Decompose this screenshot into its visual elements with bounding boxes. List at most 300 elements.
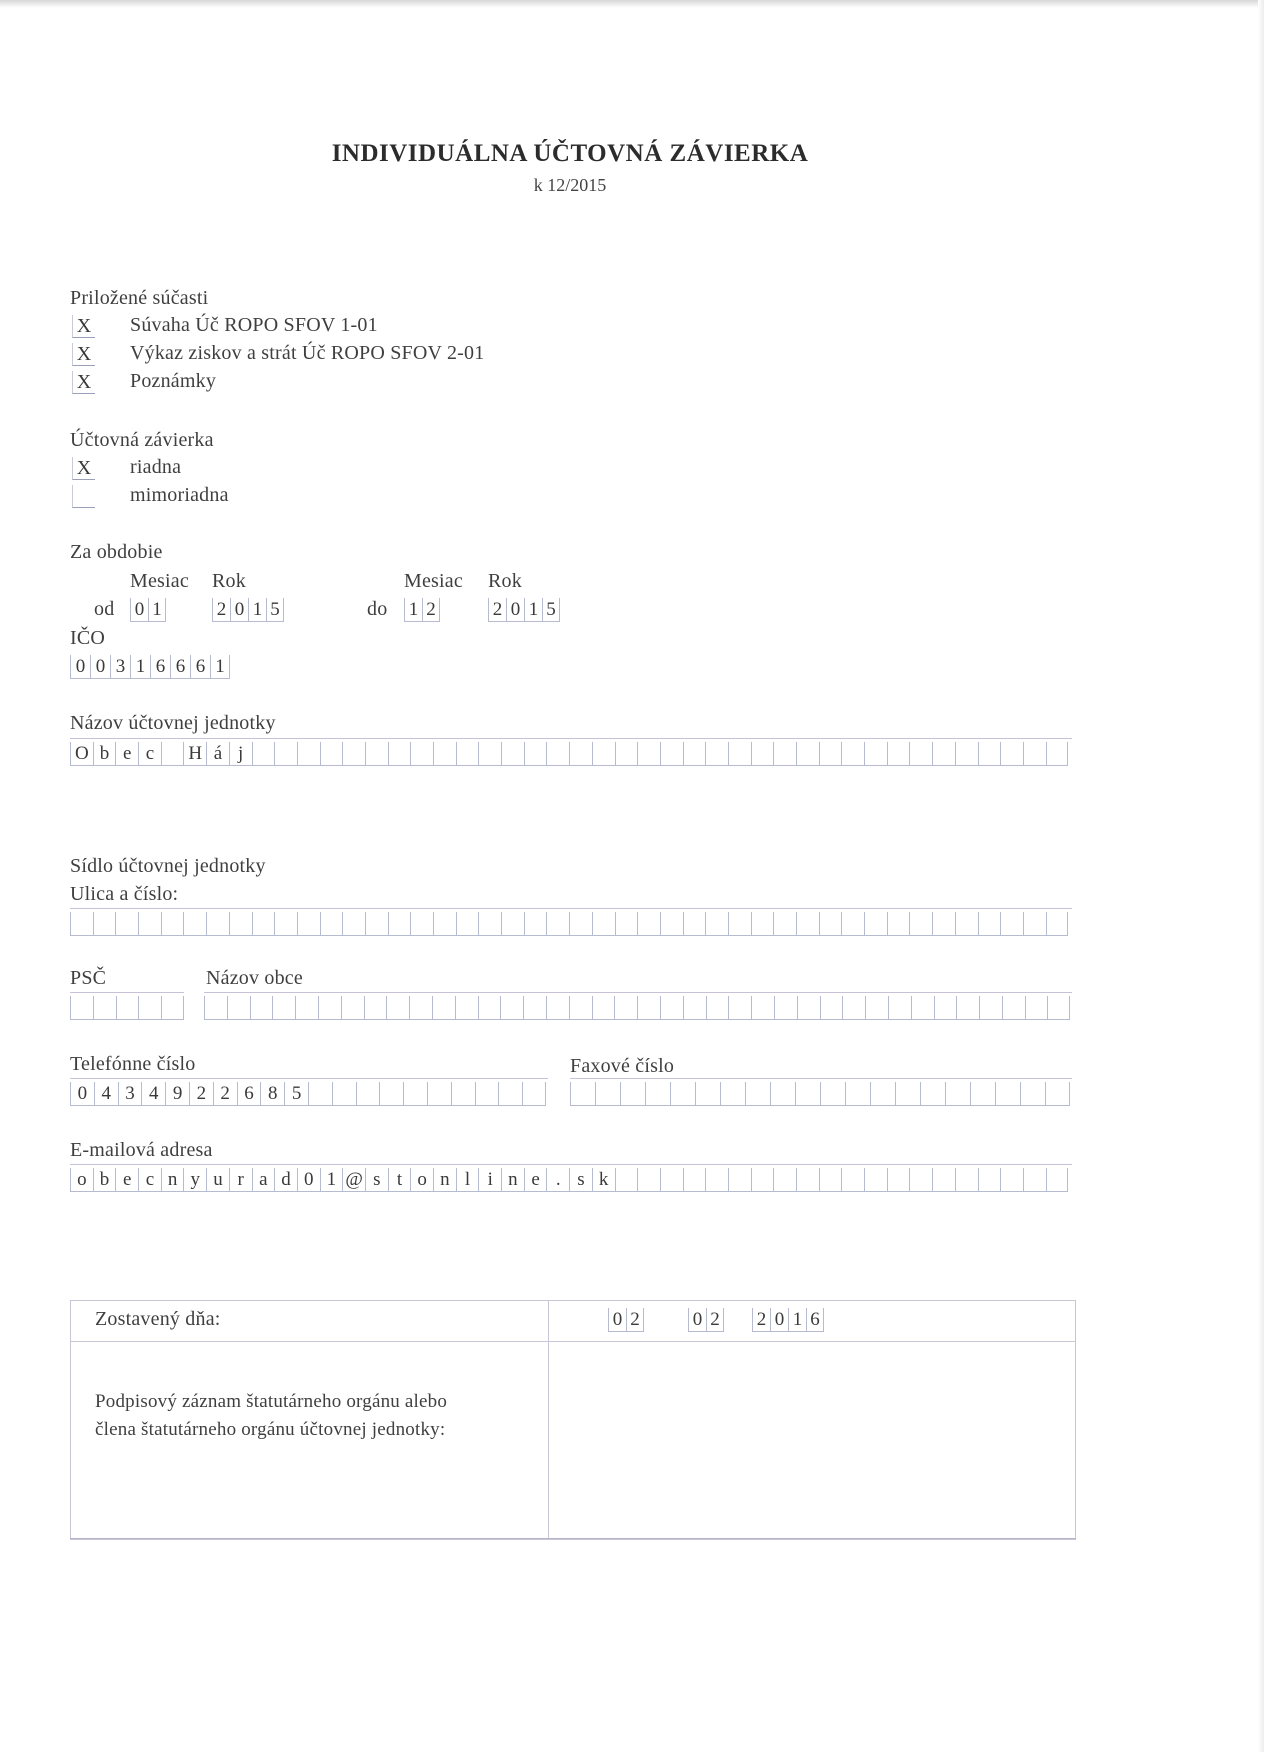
entity-name-field[interactable] bbox=[70, 742, 1068, 766]
char-cell bbox=[229, 912, 252, 936]
char-cell: b bbox=[93, 1168, 116, 1192]
digit-cell bbox=[332, 1082, 356, 1106]
char-cell bbox=[274, 912, 297, 936]
char-cell bbox=[887, 742, 910, 766]
char-cell bbox=[1046, 742, 1069, 766]
scan-right-edge bbox=[1258, 0, 1264, 1752]
char-cell bbox=[956, 996, 979, 1020]
char-cell bbox=[252, 912, 275, 936]
digit-cell: 0 bbox=[130, 598, 148, 622]
char-cell: c bbox=[138, 1168, 161, 1192]
char-cell bbox=[637, 742, 660, 766]
char-cell bbox=[93, 912, 116, 936]
char-cell: s bbox=[365, 1168, 388, 1192]
digit-cell: 2 bbox=[488, 598, 506, 622]
char-cell bbox=[250, 996, 273, 1020]
char-cell: r bbox=[229, 1168, 252, 1192]
digit-cell: 1 bbox=[148, 598, 166, 622]
char-cell bbox=[865, 996, 888, 1020]
char-cell bbox=[842, 996, 865, 1020]
digit-cell bbox=[845, 1082, 870, 1106]
to-year-label: Rok bbox=[488, 570, 522, 592]
compiled-day-field[interactable] bbox=[608, 1308, 644, 1332]
footer-bottom-line bbox=[70, 1538, 1076, 1539]
char-cell bbox=[161, 996, 184, 1020]
char-cell bbox=[1000, 912, 1023, 936]
char-cell bbox=[569, 742, 592, 766]
char-cell bbox=[728, 912, 751, 936]
char-cell bbox=[500, 996, 523, 1020]
char-cell bbox=[751, 742, 774, 766]
char-cell bbox=[797, 996, 820, 1020]
to-label: do bbox=[367, 598, 388, 620]
char-cell bbox=[295, 996, 318, 1020]
digit-cell: 8 bbox=[260, 1082, 284, 1106]
char-cell bbox=[388, 912, 411, 936]
char-cell: j bbox=[229, 742, 252, 766]
digit-cell bbox=[570, 1082, 595, 1106]
attachments-heading: Priložené súčasti bbox=[70, 287, 209, 309]
digit-cell bbox=[498, 1082, 522, 1106]
char-cell bbox=[660, 742, 683, 766]
char-cell bbox=[796, 742, 819, 766]
char-cell bbox=[524, 742, 547, 766]
char-cell bbox=[365, 742, 388, 766]
city-field[interactable] bbox=[204, 996, 1070, 1020]
digit-cell: 3 bbox=[118, 1082, 142, 1106]
char-cell: H bbox=[183, 742, 206, 766]
digit-cell: 2 bbox=[706, 1308, 724, 1332]
char-cell: O bbox=[70, 742, 93, 766]
char-cell bbox=[410, 742, 433, 766]
char-cell bbox=[252, 742, 275, 766]
digit-cell: 0 bbox=[230, 598, 248, 622]
char-cell bbox=[751, 1168, 774, 1192]
char-cell: y bbox=[183, 1168, 206, 1192]
char-cell bbox=[683, 912, 706, 936]
fax-label: Faxové číslo bbox=[570, 1055, 675, 1077]
checkbox[interactable]: X bbox=[72, 371, 95, 394]
char-cell bbox=[115, 912, 138, 936]
digit-cell bbox=[945, 1082, 970, 1106]
char-cell bbox=[546, 996, 569, 1020]
digit-cell: 2 bbox=[189, 1082, 213, 1106]
char-cell bbox=[820, 996, 843, 1020]
checkbox[interactable]: X bbox=[72, 315, 95, 338]
char-cell: k bbox=[592, 1168, 615, 1192]
email-label: E-mailová adresa bbox=[70, 1139, 213, 1161]
digit-cell bbox=[695, 1082, 720, 1106]
char-cell bbox=[819, 742, 842, 766]
digit-cell: 1 bbox=[210, 655, 230, 679]
digit-cell bbox=[379, 1082, 403, 1106]
char-cell bbox=[683, 1168, 706, 1192]
char-cell bbox=[410, 912, 433, 936]
email-field[interactable] bbox=[70, 1168, 1068, 1192]
signature-area[interactable] bbox=[552, 1345, 1072, 1535]
char-cell bbox=[819, 1168, 842, 1192]
digit-cell: 4 bbox=[141, 1082, 165, 1106]
char-cell bbox=[728, 996, 751, 1020]
char-cell bbox=[93, 996, 116, 1020]
char-cell bbox=[773, 1168, 796, 1192]
char-cell bbox=[116, 996, 139, 1020]
char-cell bbox=[751, 912, 774, 936]
checkbox-label: Súvaha Úč ROPO SFOV 1-01 bbox=[130, 314, 378, 336]
char-cell: . bbox=[546, 1168, 569, 1192]
char-cell bbox=[932, 912, 955, 936]
to-month-label: Mesiac bbox=[404, 570, 463, 592]
digit-cell bbox=[427, 1082, 451, 1106]
char-cell: b bbox=[93, 742, 116, 766]
digit-cell bbox=[645, 1082, 670, 1106]
char-cell bbox=[932, 742, 955, 766]
char-cell bbox=[272, 996, 295, 1020]
char-cell bbox=[1002, 996, 1025, 1020]
digit-cell: 6 bbox=[150, 655, 170, 679]
char-cell bbox=[978, 912, 1001, 936]
digit-cell bbox=[970, 1082, 995, 1106]
char-cell bbox=[955, 912, 978, 936]
checkbox-label: riadna bbox=[130, 456, 182, 478]
digit-cell: 1 bbox=[788, 1308, 806, 1332]
char-cell bbox=[1025, 996, 1048, 1020]
char-cell: á bbox=[206, 742, 229, 766]
digit-cell: 6 bbox=[170, 655, 190, 679]
digit-cell: 2 bbox=[752, 1308, 770, 1332]
digit-cell: 9 bbox=[165, 1082, 189, 1106]
street-label: Ulica a číslo: bbox=[70, 883, 179, 905]
digit-cell: 4 bbox=[94, 1082, 118, 1106]
signature-line-2: člena štatutárneho orgánu účtovnej jednotky: bbox=[95, 1419, 446, 1440]
char-cell bbox=[773, 742, 796, 766]
char-cell bbox=[320, 742, 343, 766]
char-cell: e bbox=[115, 1168, 138, 1192]
compiled-month-field[interactable] bbox=[688, 1308, 724, 1332]
char-cell bbox=[706, 996, 729, 1020]
digit-cell: 0 bbox=[688, 1308, 706, 1332]
char-cell bbox=[955, 742, 978, 766]
char-cell bbox=[614, 996, 637, 1020]
char-cell bbox=[796, 912, 819, 936]
char-cell bbox=[592, 742, 615, 766]
char-cell bbox=[206, 912, 229, 936]
char-cell bbox=[138, 996, 161, 1020]
char-cell: o bbox=[410, 1168, 433, 1192]
char-cell bbox=[615, 912, 638, 936]
page-title: INDIVIDUÁLNA ÚČTOVNÁ ZÁVIERKA bbox=[331, 140, 809, 167]
char-cell: t bbox=[388, 1168, 411, 1192]
char-cell bbox=[569, 912, 592, 936]
char-cell bbox=[1047, 996, 1070, 1020]
char-cell bbox=[1023, 1168, 1046, 1192]
char-cell bbox=[888, 996, 911, 1020]
to-year-field[interactable] bbox=[488, 598, 560, 622]
char-cell: o bbox=[70, 1168, 93, 1192]
checkbox-label: mimoriadna bbox=[130, 484, 229, 506]
digit-cell: 0 bbox=[90, 655, 110, 679]
char-cell bbox=[456, 742, 479, 766]
char-cell bbox=[297, 912, 320, 936]
digit-cell bbox=[475, 1082, 499, 1106]
char-cell bbox=[683, 742, 706, 766]
digit-cell bbox=[920, 1082, 945, 1106]
char-cell: a bbox=[252, 1168, 275, 1192]
fax-topline bbox=[570, 1078, 1072, 1079]
char-cell bbox=[478, 912, 501, 936]
char-cell: s bbox=[569, 1168, 592, 1192]
char-cell bbox=[637, 1168, 660, 1192]
digit-cell bbox=[745, 1082, 770, 1106]
digit-cell bbox=[620, 1082, 645, 1106]
char-cell bbox=[887, 1168, 910, 1192]
compiled-label: Zostavený dňa: bbox=[95, 1308, 221, 1330]
char-cell bbox=[318, 996, 341, 1020]
zip-field[interactable] bbox=[70, 996, 184, 1020]
char-cell bbox=[864, 742, 887, 766]
char-cell bbox=[204, 996, 227, 1020]
checkbox[interactable] bbox=[72, 485, 95, 508]
digit-cell bbox=[820, 1082, 845, 1106]
zip-label: PSČ bbox=[70, 967, 107, 989]
digit-cell bbox=[795, 1082, 820, 1106]
char-cell bbox=[433, 742, 456, 766]
period-heading: Za obdobie bbox=[70, 541, 163, 563]
from-label: od bbox=[94, 598, 115, 620]
checkbox-label: Poznámky bbox=[130, 370, 217, 392]
checkbox[interactable]: X bbox=[72, 343, 95, 366]
char-cell bbox=[1046, 1168, 1069, 1192]
char-cell: e bbox=[115, 742, 138, 766]
entity-name-label: Názov účtovnej jednotky bbox=[70, 712, 276, 734]
to-month-field[interactable] bbox=[404, 598, 440, 622]
char-cell bbox=[342, 742, 365, 766]
char-cell bbox=[320, 912, 343, 936]
digit-cell bbox=[895, 1082, 920, 1106]
digit-cell: 0 bbox=[608, 1308, 626, 1332]
char-cell bbox=[456, 912, 479, 936]
char-cell bbox=[864, 912, 887, 936]
digit-cell bbox=[670, 1082, 695, 1106]
char-cell bbox=[751, 996, 774, 1020]
char-cell bbox=[728, 742, 751, 766]
digit-cell: 6 bbox=[190, 655, 210, 679]
char-cell bbox=[569, 996, 592, 1020]
phone-topline bbox=[70, 1078, 548, 1079]
char-cell bbox=[161, 912, 184, 936]
char-cell bbox=[979, 996, 1002, 1020]
digit-cell bbox=[403, 1082, 427, 1106]
digit-cell bbox=[870, 1082, 895, 1106]
compiled-year-field[interactable] bbox=[752, 1308, 824, 1332]
char-cell bbox=[1000, 742, 1023, 766]
char-cell: d bbox=[274, 1168, 297, 1192]
street-topline bbox=[70, 908, 1072, 909]
char-cell bbox=[524, 912, 547, 936]
digit-cell: 0 bbox=[770, 1308, 788, 1332]
char-cell bbox=[161, 742, 184, 766]
char-cell bbox=[1023, 742, 1046, 766]
char-cell bbox=[1046, 912, 1069, 936]
char-cell bbox=[637, 996, 660, 1020]
char-cell bbox=[386, 996, 409, 1020]
char-cell: 0 bbox=[297, 1168, 320, 1192]
char-cell bbox=[819, 912, 842, 936]
char-cell bbox=[841, 742, 864, 766]
char-cell bbox=[728, 1168, 751, 1192]
char-cell bbox=[705, 742, 728, 766]
char-cell bbox=[592, 996, 615, 1020]
char-cell bbox=[909, 1168, 932, 1192]
digit-cell: 3 bbox=[110, 655, 130, 679]
char-cell bbox=[388, 742, 411, 766]
char-cell bbox=[683, 996, 706, 1020]
char-cell: n bbox=[161, 1168, 184, 1192]
from-month-label: Mesiac bbox=[130, 570, 189, 592]
char-cell bbox=[341, 996, 364, 1020]
digit-cell bbox=[522, 1082, 546, 1106]
char-cell: n bbox=[433, 1168, 456, 1192]
char-cell bbox=[183, 912, 206, 936]
digit-cell: 1 bbox=[130, 655, 150, 679]
char-cell: 1 bbox=[320, 1168, 343, 1192]
char-cell bbox=[409, 996, 432, 1020]
digit-cell: 0 bbox=[70, 655, 90, 679]
closing-type-heading: Účtovná závierka bbox=[70, 429, 214, 451]
char-cell bbox=[978, 742, 1001, 766]
char-cell bbox=[1023, 912, 1046, 936]
digit-cell: 2 bbox=[626, 1308, 644, 1332]
char-cell bbox=[592, 912, 615, 936]
city-topline bbox=[204, 992, 1072, 993]
char-cell: l bbox=[456, 1168, 479, 1192]
char-cell bbox=[978, 1168, 1001, 1192]
digit-cell: 6 bbox=[237, 1082, 261, 1106]
digit-cell bbox=[595, 1082, 620, 1106]
email-topline bbox=[70, 1164, 1072, 1165]
char-cell bbox=[342, 912, 365, 936]
phone-label: Telefónne číslo bbox=[70, 1053, 196, 1075]
digit-cell bbox=[1045, 1082, 1070, 1106]
char-cell bbox=[501, 742, 524, 766]
char-cell bbox=[615, 1168, 638, 1192]
char-cell bbox=[841, 912, 864, 936]
char-cell bbox=[909, 742, 932, 766]
char-cell bbox=[297, 742, 320, 766]
checkbox[interactable]: X bbox=[72, 457, 95, 480]
char-cell bbox=[478, 996, 501, 1020]
digit-cell: 1 bbox=[524, 598, 542, 622]
footer-row-divider bbox=[70, 1341, 1076, 1342]
char-cell bbox=[70, 996, 93, 1020]
char-cell bbox=[546, 912, 569, 936]
char-cell bbox=[501, 912, 524, 936]
ico-field[interactable] bbox=[70, 655, 230, 679]
digit-cell: 0 bbox=[506, 598, 524, 622]
char-cell bbox=[660, 1168, 683, 1192]
digit-cell: 6 bbox=[806, 1308, 824, 1332]
street-field[interactable] bbox=[70, 912, 1068, 936]
digit-cell: 1 bbox=[404, 598, 422, 622]
digit-cell: 5 bbox=[284, 1082, 308, 1106]
char-cell bbox=[227, 996, 250, 1020]
digit-cell bbox=[770, 1082, 795, 1106]
digit-cell bbox=[356, 1082, 380, 1106]
char-cell bbox=[660, 996, 683, 1020]
char-cell bbox=[911, 996, 934, 1020]
char-cell: c bbox=[138, 742, 161, 766]
char-cell: @ bbox=[342, 1168, 365, 1192]
digit-cell bbox=[995, 1082, 1020, 1106]
footer-divider bbox=[548, 1300, 549, 1540]
char-cell bbox=[138, 912, 161, 936]
char-cell bbox=[637, 912, 660, 936]
from-month-field[interactable] bbox=[130, 598, 166, 622]
digit-cell bbox=[1020, 1082, 1045, 1106]
char-cell bbox=[864, 1168, 887, 1192]
scan-top-edge bbox=[0, 0, 1264, 8]
ico-label: IČO bbox=[70, 627, 106, 649]
char-cell bbox=[705, 1168, 728, 1192]
char-cell bbox=[432, 996, 455, 1020]
digit-cell: 2 bbox=[212, 598, 230, 622]
char-cell bbox=[705, 912, 728, 936]
phone-field[interactable] bbox=[70, 1082, 546, 1106]
char-cell bbox=[660, 912, 683, 936]
char-cell bbox=[841, 1168, 864, 1192]
digit-cell bbox=[308, 1082, 332, 1106]
from-year-label: Rok bbox=[212, 570, 246, 592]
page-subtitle: k 12/2015 bbox=[533, 175, 607, 195]
char-cell bbox=[796, 1168, 819, 1192]
char-cell: u bbox=[206, 1168, 229, 1192]
digit-cell: 1 bbox=[248, 598, 266, 622]
city-label: Názov obce bbox=[206, 967, 303, 989]
char-cell bbox=[523, 996, 546, 1020]
char-cell: n bbox=[501, 1168, 524, 1192]
char-cell bbox=[934, 996, 957, 1020]
char-cell bbox=[274, 742, 297, 766]
char-cell bbox=[615, 742, 638, 766]
char-cell bbox=[955, 1168, 978, 1192]
from-year-field[interactable] bbox=[212, 598, 284, 622]
digit-cell: 5 bbox=[542, 598, 560, 622]
digit-cell bbox=[451, 1082, 475, 1106]
signature-line-1: Podpisový záznam štatutárneho orgánu alebo bbox=[95, 1391, 448, 1412]
fax-field[interactable] bbox=[570, 1082, 1070, 1106]
char-cell: i bbox=[478, 1168, 501, 1192]
char-cell bbox=[433, 912, 456, 936]
char-cell bbox=[909, 912, 932, 936]
char-cell bbox=[887, 912, 910, 936]
digit-cell: 2 bbox=[422, 598, 440, 622]
char-cell: e bbox=[524, 1168, 547, 1192]
char-cell bbox=[932, 1168, 955, 1192]
char-cell bbox=[773, 912, 796, 936]
address-heading: Sídlo účtovnej jednotky bbox=[70, 855, 266, 877]
entity-name-topline bbox=[70, 738, 1072, 739]
char-cell bbox=[478, 742, 501, 766]
digit-cell: 2 bbox=[213, 1082, 237, 1106]
char-cell bbox=[1000, 1168, 1023, 1192]
checkbox-label: Výkaz ziskov a strát Úč ROPO SFOV 2-01 bbox=[130, 342, 485, 364]
char-cell bbox=[365, 912, 388, 936]
digit-cell: 0 bbox=[70, 1082, 94, 1106]
char-cell bbox=[364, 996, 387, 1020]
digit-cell: 5 bbox=[266, 598, 284, 622]
char-cell bbox=[70, 912, 93, 936]
char-cell bbox=[546, 742, 569, 766]
